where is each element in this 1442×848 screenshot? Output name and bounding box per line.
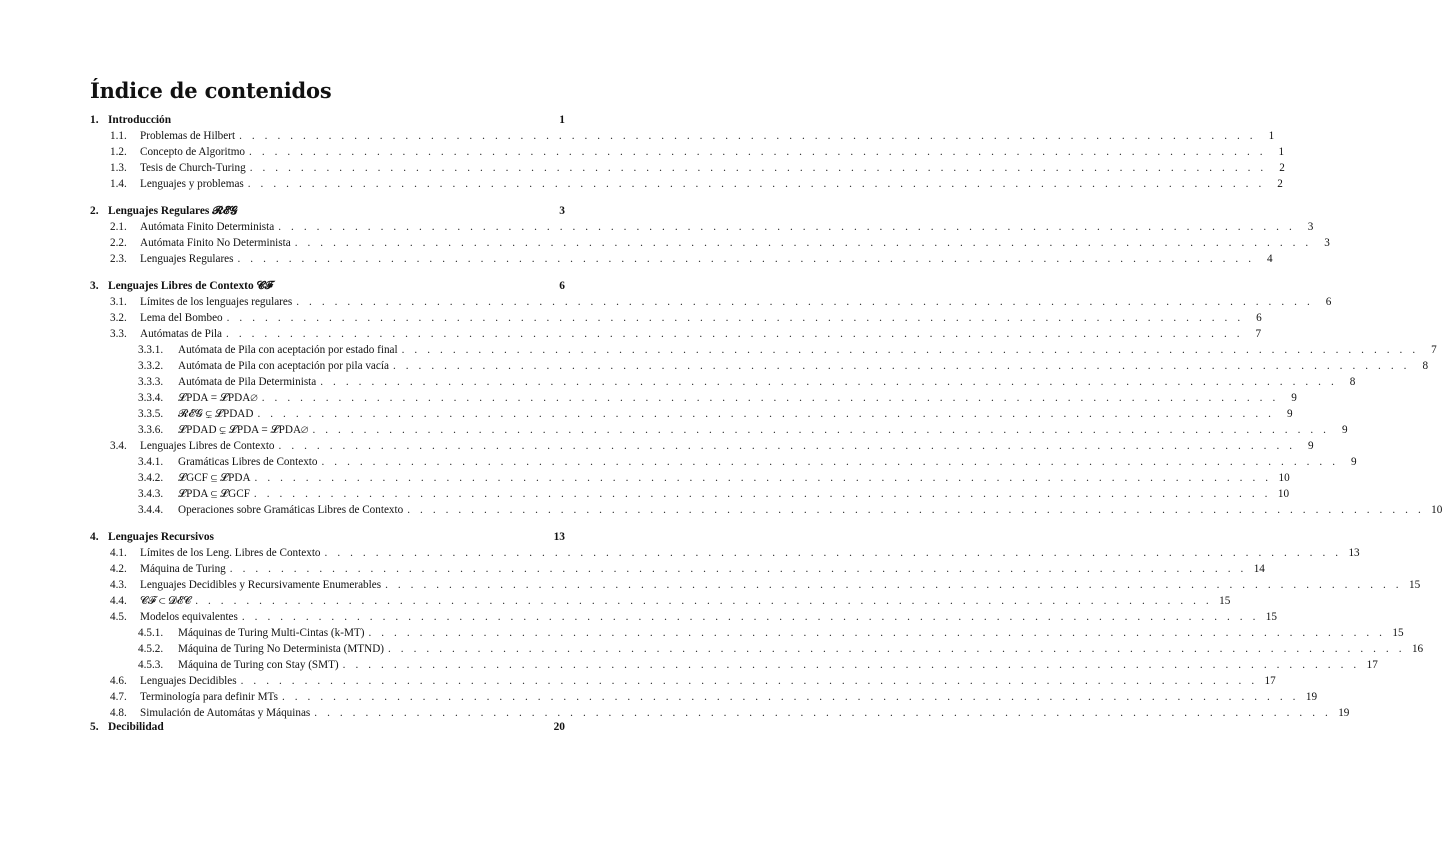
toc-page-number: 8 bbox=[1422, 360, 1429, 372]
toc-section-entry[interactable] bbox=[90, 177, 1283, 192]
toc-page-number: 1 bbox=[559, 114, 565, 126]
toc-entry-number: 4. bbox=[90, 531, 99, 543]
toc-section-entry[interactable] bbox=[90, 327, 1262, 342]
toc-entry-title: Terminología para definir MTs bbox=[140, 691, 278, 703]
toc-entry-number: 5. bbox=[90, 721, 99, 733]
toc-entry-title: Máquina de Turing No Determinista (MTND) bbox=[178, 643, 385, 655]
toc-leader-dots: . . . . . . . . . . . . . . . . . . . . . . . . . . . . . . . . . . . . . . . . . . . . . . . . . . . . . . . . . . . . . . . . . . . . . . . . . . . . . . . . bbox=[249, 146, 1267, 158]
toc-page-number: 9 bbox=[1341, 424, 1348, 436]
toc-section-entry[interactable] bbox=[90, 546, 1360, 561]
toc-entry-number: 3.3.2. bbox=[138, 360, 164, 372]
toc-entry-title: 𝓛PDAD ⊊ 𝓛PDA = 𝓛PDA∅ bbox=[178, 424, 309, 436]
toc-page-number: 9 bbox=[1308, 440, 1314, 452]
toc-entry-number: 4.3. bbox=[110, 579, 127, 591]
toc-page-number: 3 bbox=[1324, 237, 1330, 249]
toc-page-number: 8 bbox=[1349, 376, 1356, 388]
toc-entry-number: 3.3.1. bbox=[138, 344, 164, 356]
toc-leader-dots: . . . . . . . . . . . . . . . . . . . . . . . . . . . . . . . . . . . . . . . . . . . . . . . . . . . . . . . . . . . . . . . . . . . . . . . . . . . . . . . . bbox=[278, 221, 1296, 233]
toc-entry-number: 4.6. bbox=[110, 675, 127, 687]
toc-entry-title: 𝓒𝓕 ⊂ 𝓓𝓔𝓒 bbox=[140, 595, 192, 607]
toc-section-entry[interactable] bbox=[90, 578, 1421, 593]
toc-page-number: 19 bbox=[1305, 691, 1318, 703]
toc-page-number: 13 bbox=[553, 531, 565, 543]
toc-entry-number: 4.5.2. bbox=[138, 643, 164, 655]
toc-leader-dots: . . . . . . . . . . . . . . . . . . . . . . . . . . . . . . . . . . . . . . . . . . . . . . . . . . . . . . . . . . . . . . . . . . . . . . . . . . . . . . . . bbox=[278, 440, 1296, 452]
toc-entry-number: 4.5. bbox=[110, 611, 127, 623]
toc-entry-number: 3.3. bbox=[110, 328, 127, 340]
toc-entry-title: Lenguajes y problemas bbox=[140, 178, 244, 190]
toc-page-number: 15 bbox=[1265, 611, 1277, 623]
toc-entry-title: 𝓡𝓔𝓖 ⊊ 𝓛PDAD bbox=[178, 408, 254, 420]
toc-leader-dots: . . . . . . . . . . . . . . . . . . . . . . . . . . . . . . . . . . . . . . . . . . . . . . . . . . . . . . . . . . . . . . . . . . . . . . . . . . . . . . . . bbox=[261, 392, 1279, 404]
toc-page-number: 10 bbox=[1278, 472, 1290, 484]
toc-section-entry[interactable] bbox=[90, 690, 1318, 705]
toc-section-entry[interactable] bbox=[90, 295, 1332, 310]
toc-page-number: 6 bbox=[559, 280, 565, 292]
toc-entry-title: Autómata de Pila Determinista bbox=[178, 376, 317, 388]
toc-page-number: 2 bbox=[1277, 178, 1283, 190]
toc-entry-title: Autómata de Pila con aceptación por pila vacía bbox=[178, 360, 389, 372]
toc-chapter-entry[interactable] bbox=[90, 113, 565, 128]
toc-page-number: 15 bbox=[1392, 627, 1404, 639]
toc-section-entry[interactable] bbox=[90, 594, 1231, 609]
toc-entry-title: Operaciones sobre Gramáticas Libres de Contexto bbox=[178, 504, 404, 516]
toc-leader-dots: . . . . . . . . . . . . . . . . . . . . . . . . . . . . . . . . . . . . . . . . . . . . . . . . . . . . . . . . . . . . . . . . . . . . . . . . . . . . . . . . bbox=[253, 488, 1272, 500]
toc-page-number: 1 bbox=[1268, 130, 1275, 142]
toc-entry-number: 3.3.5. bbox=[138, 408, 164, 420]
toc-entry-title: Lema del Bombeo bbox=[140, 312, 223, 324]
toc-subsection-entry[interactable] bbox=[90, 626, 1404, 641]
toc-leader-dots: . . . . . . . . . . . . . . . . . . . . . . . . . . . . . . . . . . . . . . . . . . . . . . . . . . . . . . . . . . . . . . . . . . . . . . . . . . . . . . . . bbox=[195, 595, 1213, 607]
toc-leader-dots: . . . . . . . . . . . . . . . . . . . . . . . . . . . . . . . . . . . . . . . . . . . . . . . . . . . . . . . . . . . . . . . . . . . . . . . . . . . . . . . . bbox=[368, 627, 1386, 639]
toc-entry-title: Lenguajes Libres de Contexto bbox=[140, 440, 275, 452]
toc-page-number: 10 bbox=[1431, 504, 1442, 516]
toc-page-number: 20 bbox=[553, 721, 565, 733]
toc-leader-dots: . . . . . . . . . . . . . . . . . . . . . . . . . . . . . . . . . . . . . . . . . . . . . . . . . . . . . . . . . . . . . . . . . . . . . . . . . . . . . . . . bbox=[229, 563, 1247, 575]
toc-leader-dots: . . . . . . . . . . . . . . . . . . . . . . . . . . . . . . . . . . . . . . . . . . . . . . . . . . . . . . . . . . . . . . . . . . . . . . . . . . . . . . . . bbox=[388, 643, 1406, 655]
toc-entry-number: 4.5.1. bbox=[138, 627, 164, 639]
toc-entry-title: Lenguajes Regulares 𝓡𝓔𝓖 bbox=[108, 205, 238, 217]
toc-entry-title: Límites de los Leng. Libres de Contexto bbox=[140, 547, 321, 559]
toc-page-number: 6 bbox=[1256, 312, 1262, 324]
toc-section-entry[interactable] bbox=[90, 439, 1314, 454]
toc-entry-number: 3.2. bbox=[110, 312, 127, 324]
toc-entry-number: 4.4. bbox=[110, 595, 127, 607]
toc-section-entry[interactable] bbox=[90, 236, 1330, 251]
toc-entry-number: 1.1. bbox=[110, 130, 127, 142]
toc-leader-dots: . . . . . . . . . . . . . . . . . . . . . . . . . . . . . . . . . . . . . . . . . . . . . . . . . . . . . . . . . . . . . . . . . . . . . . . . . . . . . . . . bbox=[392, 360, 1411, 372]
toc-entry-number: 4.8. bbox=[110, 707, 127, 719]
toc-chapter-entry[interactable] bbox=[90, 279, 565, 294]
toc-page-number: 7 bbox=[1431, 344, 1437, 356]
toc-entry-title: Simulación de Automátas y Máquinas bbox=[140, 707, 311, 719]
toc-page-number: 10 bbox=[1277, 488, 1290, 500]
toc-entry-number: 2. bbox=[90, 205, 99, 217]
toc-page-number: 16 bbox=[1411, 643, 1424, 655]
toc-page-number: 4 bbox=[1267, 253, 1273, 265]
toc-subsection-entry[interactable] bbox=[90, 343, 1437, 358]
toc-leader-dots: . . . . . . . . . . . . . . . . . . . . . . . . . . . . . . . . . . . . . . . . . . . . . . . . . . . . . . . . . . . . . . . . . . . . . . . . . . . . . . . . bbox=[239, 130, 1257, 142]
toc-entry-title: Decibilidad bbox=[108, 721, 164, 733]
toc-page-number: 1 bbox=[1278, 146, 1285, 158]
toc-entry-title: Problemas de Hilbert bbox=[140, 130, 236, 142]
toc-entry-title: Autómata de Pila con aceptación por estado final bbox=[178, 344, 398, 356]
toc-section-entry[interactable] bbox=[90, 562, 1265, 577]
toc-leader-dots: . . . . . . . . . . . . . . . . . . . . . . . . . . . . . . . . . . . . . . . . . . . . . . . . . . . . . . . . . . . . . . . . . . . . . . . . . . . . . . . . bbox=[281, 691, 1300, 703]
page-title: Índice de contenidos bbox=[90, 78, 332, 103]
toc-page-number: 9 bbox=[1291, 392, 1297, 404]
toc-leader-dots: . . . . . . . . . . . . . . . . . . . . . . . . . . . . . . . . . . . . . . . . . . . . . . . . . . . . . . . . . . . . . . . . . . . . . . . . . . . . . . . . bbox=[249, 162, 1267, 174]
toc-subsection-entry[interactable] bbox=[90, 391, 1297, 406]
toc-page-number: 6 bbox=[1325, 296, 1332, 308]
toc-entry-title: Lenguajes Regulares bbox=[140, 253, 234, 265]
toc-leader-dots: . . . . . . . . . . . . . . . . . . . . . . . . . . . . . . . . . . . . . . . . . . . . . . . . . . . . . . . . . . . . . . . . . . . . . . . . . . . . . . . . bbox=[254, 472, 1272, 484]
toc-entry-number: 4.7. bbox=[110, 691, 127, 703]
toc-entry-title: Gramáticas Libres de Contexto bbox=[178, 456, 318, 468]
toc-entry-number: 1.4. bbox=[110, 178, 127, 190]
toc-page-number: 2 bbox=[1279, 162, 1285, 174]
toc-entry-title: Lenguajes Decidibles bbox=[140, 675, 237, 687]
toc-entry-title: Autómata Finito Determinista bbox=[140, 221, 275, 233]
toc-entry-title: 𝓛GCF ⊆ 𝓛PDA bbox=[178, 472, 251, 484]
toc-entry-number: 3.4. bbox=[110, 440, 127, 452]
toc-entry-number: 1.3. bbox=[110, 162, 127, 174]
toc-leader-dots: . . . . . . . . . . . . . . . . . . . . . . . . . . . . . . . . . . . . . . . . . . . . . . . . . . . . . . . . . . . . . . . . . . . . . . . . . . . . . . . . bbox=[321, 456, 1339, 468]
toc-section-entry[interactable] bbox=[90, 674, 1276, 689]
toc-section-entry[interactable] bbox=[90, 706, 1350, 721]
toc-entry-number: 1.2. bbox=[110, 146, 127, 158]
toc-entry-number: 3.3.4. bbox=[138, 392, 164, 404]
toc-entry-number: 3.3.3. bbox=[138, 376, 164, 388]
toc-entry-title: Límites de los lenguajes regulares bbox=[140, 296, 293, 308]
toc-entry-number: 1. bbox=[90, 114, 99, 126]
toc-page-number: 9 bbox=[1286, 408, 1293, 420]
toc-page-number: 15 bbox=[1409, 579, 1421, 591]
toc-entry-number: 2.2. bbox=[110, 237, 127, 249]
toc-subsection-entry[interactable] bbox=[90, 359, 1429, 374]
toc-entry-title: 𝓛PDA = 𝓛PDA∅ bbox=[178, 392, 258, 404]
toc-entry-title: Tesis de Church-Turing bbox=[140, 162, 246, 174]
toc-entry-title: Lenguajes Recursivos bbox=[108, 531, 214, 543]
toc-entry-number: 3.1. bbox=[110, 296, 127, 308]
toc-leader-dots: . . . . . . . . . . . . . . . . . . . . . . . . . . . . . . . . . . . . . . . . . . . . . . . . . . . . . . . . . . . . . . . . . . . . . . . . . . . . . . . . bbox=[247, 178, 1265, 190]
toc-leader-dots: . . . . . . . . . . . . . . . . . . . . . . . . . . . . . . . . . . . . . . . . . . . . . . . . . . . . . . . . . . . . . . . . . . . . . . . . . . . . . . . . bbox=[237, 253, 1255, 265]
toc-entry-number: 4.5.3. bbox=[138, 659, 164, 671]
toc-entry-number: 2.3. bbox=[110, 253, 127, 265]
toc-entry-number: 2.1. bbox=[110, 221, 127, 233]
toc-chapter-entry[interactable] bbox=[90, 530, 565, 545]
toc-page-number: 9 bbox=[1351, 456, 1357, 468]
toc-entry-title: Máquina de Turing con Stay (SMT) bbox=[178, 659, 339, 671]
toc-subsection-entry[interactable] bbox=[90, 455, 1357, 470]
toc-entry-number: 3.4.4. bbox=[138, 504, 164, 516]
toc-leader-dots: . . . . . . . . . . . . . . . . . . . . . . . . . . . . . . . . . . . . . . . . . . . . . . . . . . . . . . . . . . . . . . . . . . . . . . . . . . . . . . . . bbox=[241, 611, 1259, 623]
toc-entry-title: Introducción bbox=[108, 114, 172, 126]
toc-section-entry[interactable] bbox=[90, 311, 1262, 326]
toc-subsection-entry[interactable] bbox=[90, 423, 1348, 438]
toc-entry-title: Modelos equivalentes bbox=[140, 611, 238, 623]
toc-leader-dots: . . . . . . . . . . . . . . . . . . . . . . . . . . . . . . . . . . . . . . . . . . . . . . . . . . . . . . . . . . . . . . . . . . . . . . . . . . . . . . . . bbox=[407, 504, 1425, 516]
toc-page-number: 14 bbox=[1253, 563, 1265, 575]
toc-leader-dots: . . . . . . . . . . . . . . . . . . . . . . . . . . . . . . . . . . . . . . . . . . . . . . . . . . . . . . . . . . . . . . . . . . . . . . . . . . . . . . . . bbox=[312, 424, 1330, 436]
toc-leader-dots: . . . . . . . . . . . . . . . . . . . . . . . . . . . . . . . . . . . . . . . . . . . . . . . . . . . . . . . . . . . . . . . . . . . . . . . . . . . . . . . . bbox=[240, 675, 1258, 687]
toc-page-number: 3 bbox=[1307, 221, 1314, 233]
toc-subsection-entry[interactable] bbox=[90, 407, 1293, 422]
toc-leader-dots: . . . . . . . . . . . . . . . . . . . . . . . . . . . . . . . . . . . . . . . . . . . . . . . . . . . . . . . . . . . . . . . . . . . . . . . . . . . . . . . . bbox=[314, 707, 1332, 719]
toc-subsection-entry[interactable] bbox=[90, 503, 1442, 518]
toc-page-number: 13 bbox=[1348, 547, 1360, 559]
toc-entry-number: 3. bbox=[90, 280, 99, 292]
toc-section-entry[interactable] bbox=[90, 161, 1285, 176]
toc-entry-number: 3.3.6. bbox=[138, 424, 164, 436]
toc-section-entry[interactable] bbox=[90, 220, 1314, 235]
toc-page-number: 19 bbox=[1338, 707, 1350, 719]
toc-leader-dots: . . . . . . . . . . . . . . . . . . . . . . . . . . . . . . . . . . . . . . . . . . . . . . . . . . . . . . . . . . . . . . . . . . . . . . . . . . . . . . . . bbox=[257, 408, 1275, 420]
toc-entry-title: 𝓛PDA ⊆ 𝓛GCF bbox=[178, 488, 250, 500]
toc-leader-dots: . . . . . . . . . . . . . . . . . . . . . . . . . . . . . . . . . . . . . . . . . . . . . . . . . . . . . . . . . . . . . . . . . . . . . . . . . . . . . . . . bbox=[342, 659, 1360, 671]
toc-subsection-entry[interactable] bbox=[90, 471, 1290, 486]
toc-subsection-entry[interactable] bbox=[90, 487, 1290, 502]
toc-page-number: 17 bbox=[1264, 675, 1276, 687]
toc-leader-dots: . . . . . . . . . . . . . . . . . . . . . . . . . . . . . . . . . . . . . . . . . . . . . . . . . . . . . . . . . . . . . . . . . . . . . . . . . . . . . . . . bbox=[226, 312, 1244, 324]
toc-section-entry[interactable] bbox=[90, 129, 1275, 144]
toc-entry-title: Máquinas de Turing Multi-Cintas (k-MT) bbox=[178, 627, 365, 639]
toc-leader-dots: . . . . . . . . . . . . . . . . . . . . . . . . . . . . . . . . . . . . . . . . . . . . . . . . . . . . . . . . . . . . . . . . . . . . . . . . . . . . . . . . bbox=[296, 296, 1314, 308]
toc-entry-title: Lenguajes Decidibles y Recursivamente Enumerables bbox=[140, 579, 382, 591]
toc-leader-dots: . . . . . . . . . . . . . . . . . . . . . . . . . . . . . . . . . . . . . . . . . . . . . . . . . . . . . . . . . . . . . . . . . . . . . . . . . . . . . . . . bbox=[226, 328, 1244, 340]
toc-entry-title: Autómata Finito No Determinista bbox=[140, 237, 291, 249]
toc-entry-number: 3.4.3. bbox=[138, 488, 164, 500]
toc-chapter-entry[interactable] bbox=[90, 720, 565, 735]
toc-entry-number: 3.4.1. bbox=[138, 456, 164, 468]
toc-entry-number: 4.2. bbox=[110, 563, 127, 575]
toc-section-entry[interactable] bbox=[90, 252, 1273, 267]
toc-leader-dots: . . . . . . . . . . . . . . . . . . . . . . . . . . . . . . . . . . . . . . . . . . . . . . . . . . . . . . . . . . . . . . . . . . . . . . . . . . . . . . . . bbox=[401, 344, 1419, 356]
toc-entry-title: Lenguajes Libres de Contexto 𝓒𝓕 bbox=[108, 280, 273, 292]
toc-section-entry[interactable] bbox=[90, 145, 1285, 160]
toc-page-number: 3 bbox=[559, 205, 565, 217]
toc-leader-dots: . . . . . . . . . . . . . . . . . . . . . . . . . . . . . . . . . . . . . . . . . . . . . . . . . . . . . . . . . . . . . . . . . . . . . . . . . . . . . . . . bbox=[385, 579, 1403, 591]
toc-subsection-entry[interactable] bbox=[90, 642, 1424, 657]
toc-leader-dots: . . . . . . . . . . . . . . . . . . . . . . . . . . . . . . . . . . . . . . . . . . . . . . . . . . . . . . . . . . . . . . . . . . . . . . . . . . . . . . . . bbox=[320, 376, 1338, 388]
toc-entry-number: 4.1. bbox=[110, 547, 127, 559]
toc-entry-title: Autómatas de Pila bbox=[140, 328, 223, 340]
toc-subsection-entry[interactable] bbox=[90, 658, 1378, 673]
toc-page-number: 17 bbox=[1366, 659, 1378, 671]
toc-subsection-entry[interactable] bbox=[90, 375, 1356, 390]
toc-page-number: 7 bbox=[1255, 328, 1262, 340]
toc-chapter-entry[interactable] bbox=[90, 204, 565, 219]
toc-entry-title: Concepto de Algoritmo bbox=[140, 146, 246, 158]
toc-entry-title: Máquina de Turing bbox=[140, 563, 226, 575]
toc-leader-dots: . . . . . . . . . . . . . . . . . . . . . . . . . . . . . . . . . . . . . . . . . . . . . . . . . . . . . . . . . . . . . . . . . . . . . . . . . . . . . . . . bbox=[294, 237, 1312, 249]
toc-section-entry[interactable] bbox=[90, 610, 1277, 625]
toc-leader-dots: . . . . . . . . . . . . . . . . . . . . . . . . . . . . . . . . . . . . . . . . . . . . . . . . . . . . . . . . . . . . . . . . . . . . . . . . . . . . . . . . bbox=[324, 547, 1342, 559]
toc-entry-number: 3.4.2. bbox=[138, 472, 164, 484]
toc-page-number: 15 bbox=[1219, 595, 1231, 607]
